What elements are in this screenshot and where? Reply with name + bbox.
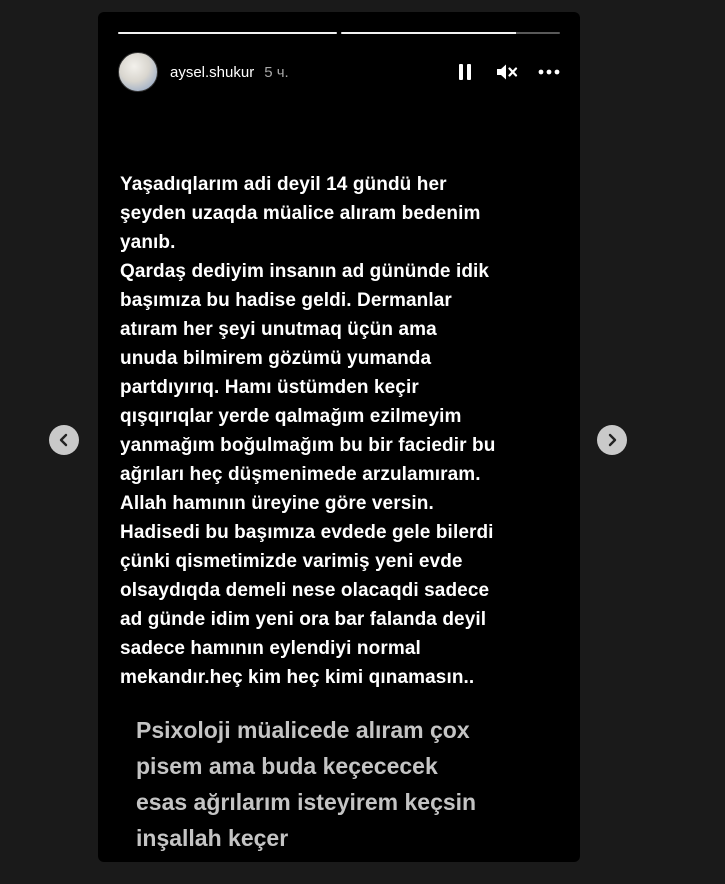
next-story-button[interactable] — [597, 425, 627, 455]
story-header — [118, 52, 560, 92]
chevron-right-icon — [606, 433, 618, 447]
story-text: Yaşadıqlarım adi deyil 14 gündü her şeyden uzaqda müalice alıram bedenim yanıb. Qardaş dediyim insanın ad gününde idik başımıza bu hadise geldi. Dermanlar atıram her şeyi unutmaq üçün ama unuda bilmirem gözümü yumanda partdıyırıq. Hamı üstümden keçir qışqırıqlar yerde qalmağım ezilmeyim yanmağım boğulmağım bu bir faciedir bu ağrıları heç düşmenimede arzulamıram. Allah hamının üreyine göre versin. Hadisedi bu başımıza evdede gele bilerdi çünki qismetimizde varimiş yeni evde olsaydıqda demeli nese olacaqdi sadece ad günde idim yeni ora bar falanda deyil sadece hamının eylendiyi normal mekandır.heç kim heç kimi qınamasın.. — [120, 174, 496, 688]
time-ago: 5 ч. — [264, 63, 289, 81]
username[interactable]: aysel.shukur — [170, 63, 255, 81]
story-controls — [454, 61, 560, 83]
mute-button[interactable] — [496, 61, 518, 83]
progress-segment — [118, 32, 337, 34]
speaker-muted-icon — [496, 63, 518, 81]
story-viewer[interactable] — [98, 12, 580, 862]
avatar[interactable] — [118, 52, 158, 92]
chevron-left-icon — [58, 433, 70, 447]
previous-story-button[interactable] — [49, 425, 79, 455]
pause-icon — [458, 63, 472, 81]
pause-button[interactable] — [454, 61, 476, 83]
story-progress-bar — [118, 32, 560, 34]
more-horizontal-icon — [538, 69, 560, 75]
progress-segment-active — [341, 32, 560, 34]
more-options-button[interactable] — [538, 61, 560, 83]
story-quote-text: Psixoloji müalicede alıram çox pisem ama buda keçececek esas ağrılarım isteyirem keçsin inşallah keçer — [136, 717, 477, 851]
